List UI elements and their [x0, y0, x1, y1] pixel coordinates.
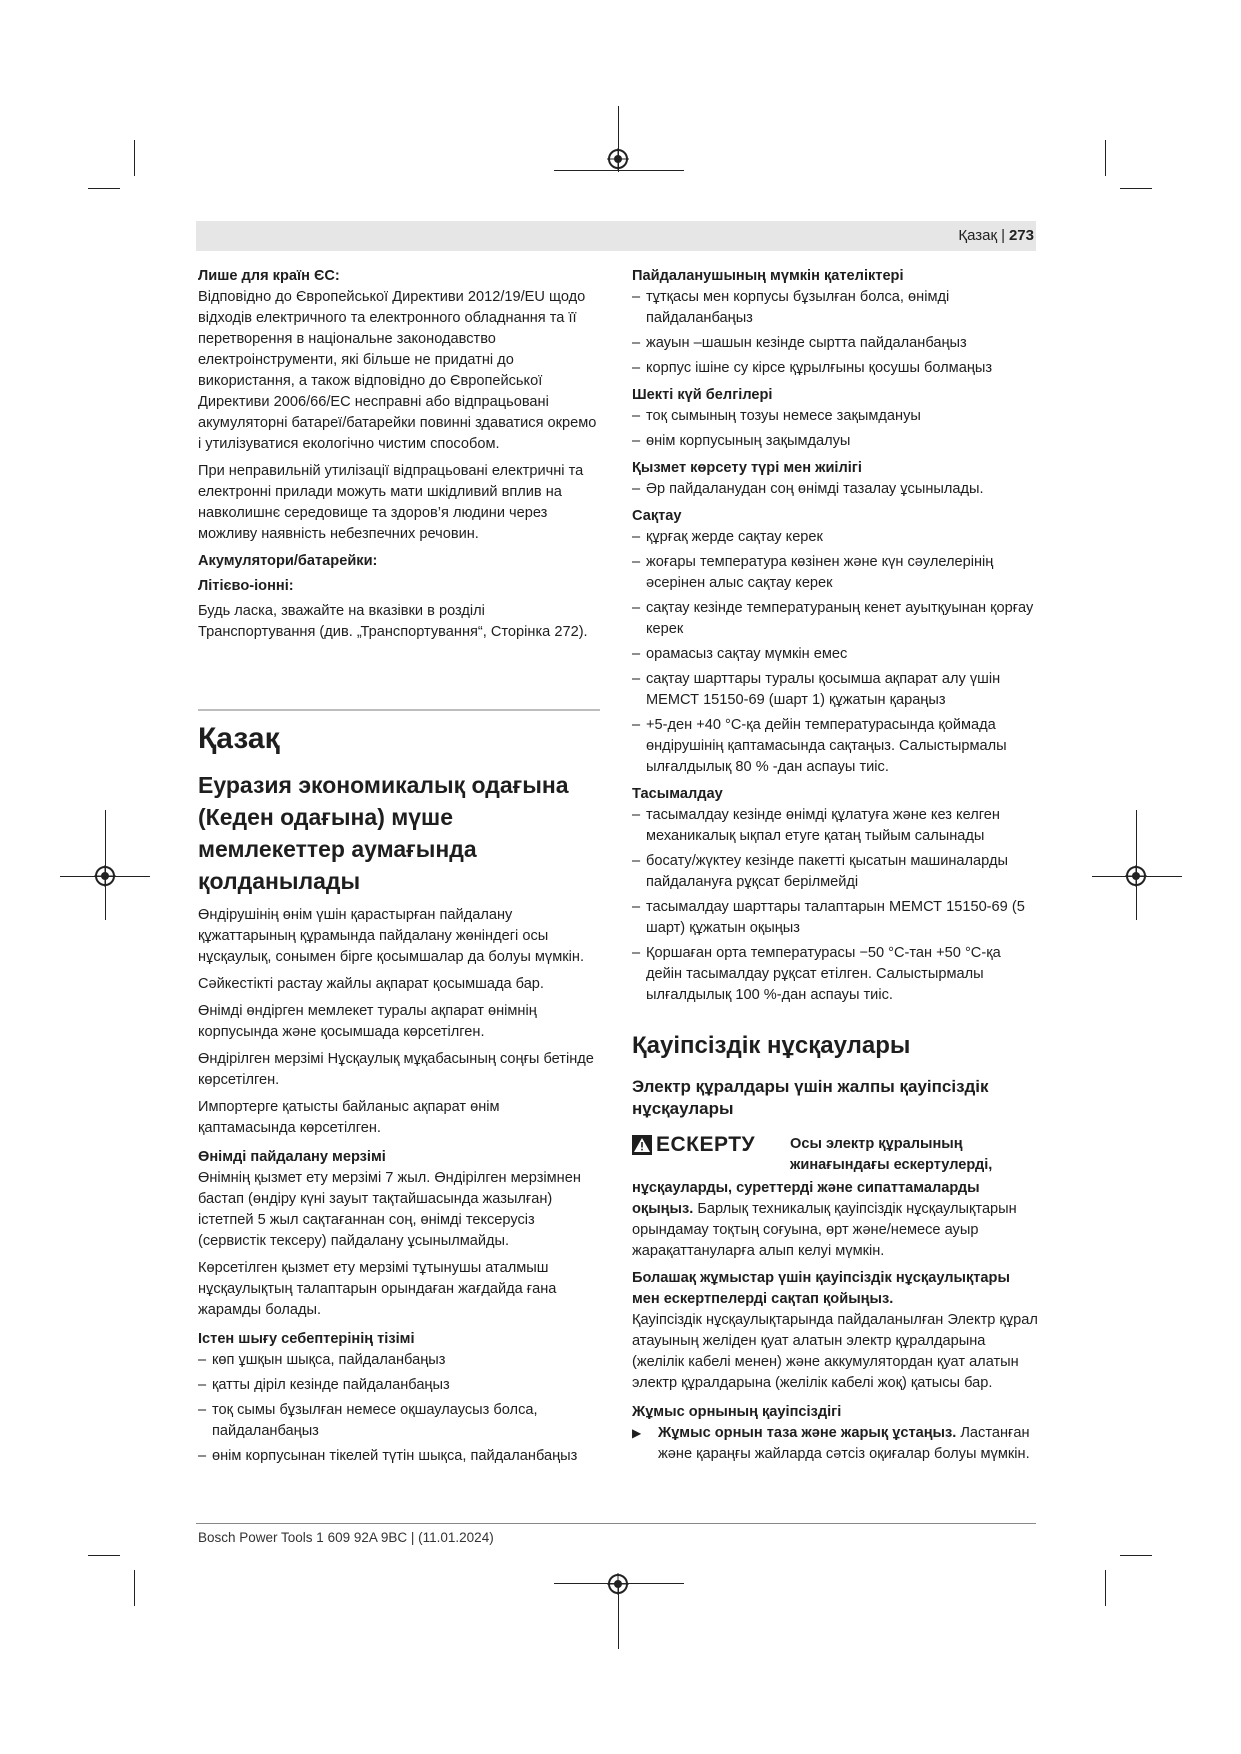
li-ion-heading: Літієво-іонні:: [198, 578, 294, 594]
maintenance-list: [632, 479, 1038, 500]
failure-list: [198, 1350, 600, 1467]
storage-heading: Сақтау: [632, 508, 682, 524]
registration-mark-icon: [1125, 865, 1147, 887]
right-column: [632, 266, 1038, 1471]
warning-word: ЕСКЕРТУ: [656, 1133, 756, 1156]
li-ion-text: Будь ласка, зважайте на вказівки в розділі Транспортування (див. „Транспортування“, Сторінка 272).: [198, 603, 588, 640]
storage-list: [632, 527, 1038, 778]
list-item: – сақтау кезінде температураның кенет ауытқуынан қорғау керек: [632, 600, 1034, 637]
header-separator: |: [1001, 227, 1005, 244]
limit-state-heading: Шекті күй белгілері: [632, 387, 773, 403]
list-item: – өнім корпусынан тікелей түтін шықса, пайдаланбаңыз: [198, 1448, 578, 1464]
list-item: – тоқ сымы бұзылған немесе оқшаулаусыз болса, пайдаланбаңыз: [198, 1402, 538, 1439]
eu-paragraph-1: Відповідно до Європейської Директиви 2012/19/EU щодо відходів електричного та електронного обладнання та її перетворення в національне законодавство електроінструменти, які більше не придатні до використання, а також відповідно до Європейської Директиви 2006/66/EC несправні або відпрацьовані акумуляторні батареї/батарейки повинні здаватися окремо і утилізуватися екологічно чистим способом.: [198, 289, 597, 452]
eu-paragraph-2: При неправильній утилізації відпрацьовані електричні та електронні прилади можуть мати шкідливий вплив на навколишнє середовище та здоров’я людини через можливу наявність небезпечних речовин.: [198, 463, 584, 542]
workplace-heading: Жұмыс орнының қауіпсіздігі: [632, 1404, 842, 1420]
intro-paragraph-3: Өнімді өндірген мемлекет туралы ақпарат өнімнің корпусында және қосымшада көрсетілген.: [198, 1003, 537, 1040]
intro-paragraph-2: Сәйкестікті растау жайлы ақпарат қосымшада бар.: [198, 976, 544, 992]
list-item: – Әр пайдаланудан соң өнімді тазалау ұсынылады.: [632, 481, 984, 497]
page-footer: Bosch Power Tools 1 609 92A 9BC | (11.01.2024): [198, 1530, 494, 1545]
battery-heading: Акумулятори/батарейки:: [198, 553, 378, 569]
warning-bold-a: Осы электр құралының жинағындағы ескертулерді,: [790, 1136, 993, 1173]
list-item: – +5-ден +40 °C-қа дейін температурасында қоймада өндірушінің қаптамасында сақтаңыз. Салыстырмалы ылғалдылық 80 % -дан аспауы тиіс.: [632, 717, 1007, 775]
service-life-heading: Өнімді пайдалану мерзімі: [198, 1149, 386, 1165]
list-item: – босату/жүктеу кезінде пакетті қысатын машиналарды пайдалануға рұқсат берілмейді: [632, 853, 1008, 890]
list-item: – құрғақ жерде сақтау керек: [632, 529, 823, 545]
workplace-text: Ластанған және қараңғы жайларда сәтсіз оқиғалар болуы мүмкін.: [658, 1425, 1030, 1462]
crop-mark: [134, 1570, 135, 1606]
registration-mark-icon: [607, 1573, 629, 1595]
service-life-paragraph-2: Көрсетілген қызмет ету мерзімі тұтынушы аталмыш нұсқаулықтың талаптарын орындаған жағдайда ғана жарамды болады.: [198, 1260, 557, 1318]
crop-mark: [1105, 1570, 1106, 1606]
keep-instructions-heading: Болашақ жұмыстар үшін қауіпсіздік нұсқаулықтары мен ескертпелерді сақтап қойыңыз.: [632, 1270, 1010, 1307]
crop-mark: [1120, 1555, 1152, 1556]
language-title: Қазақ: [198, 722, 280, 755]
page-header: [958, 227, 1034, 244]
list-item: – корпус ішіне су кірсе құрылғыны қосушы болмаңыз: [632, 360, 993, 376]
list-item: – өнім корпусының зақымдалуы: [632, 433, 851, 449]
intro-paragraph-1: Өндірушінің өнім үшін қарастырған пайдалану құжаттарының құрамында пайдалану жөніндегі осы нұсқаулық, сонымен бірге қосымшалар да болуы мүмкін.: [198, 907, 584, 965]
crop-mark: [134, 140, 135, 176]
list-item: – сақтау шарттары туралы қосымша ақпарат алу үшін МЕМСТ 15150-69 (шарт 1) құжатын қараңыз: [632, 671, 1001, 708]
service-life-paragraph-1: Өнімнің қызмет ету мерзімі 7 жыл. Өндірілген мерзімнен бастап (өндіру күні зауыт тақтайшасында жазылған) істетпей 5 жыл сақтағаннан соң, өнімді тексерусіз (сервистік тексеру) пайдалану ұсынылмайды.: [198, 1170, 581, 1249]
intro-paragraph-5: Импортерге қатысты байланыс ақпарат өнім қаптамасында көрсетілген.: [198, 1099, 500, 1136]
workplace-bold: Жұмыс орнын таза және жарық ұстаңыз.: [658, 1425, 957, 1441]
list-item: – тасымалдау кезінде өнімді құлатуға және кез келген механикалық ықпал етуге қатаң тыйым салынады: [632, 807, 1000, 844]
list-item: – тасымалдау шарттары талаптарын МЕМСТ 15150-69 (5 шарт) құжатын оқыңыз: [632, 899, 1025, 936]
list-item: – көп ұшқын шықса, пайдаланбаңыз: [198, 1352, 446, 1368]
keep-instructions-text: Қауіпсіздік нұсқаулықтарында пайдаланылған Электр құрал атауының желіден қуат алатын электр құралдарына (желілік кабелі менен) және аккумулятордан қуат алатын электр құралдарына (желілік кабелі жоқ) қатысы бар.: [632, 1312, 1038, 1391]
warning-text: Барлық техникалық қауіпсіздік нұсқаулықтарын орындамау тоқтың соғуына, өрт және/немесе ауыр жарақаттануларға алып келуі мүмкін.: [632, 1201, 1017, 1259]
crop-mark: [88, 1555, 120, 1556]
eu-heading: Лише для країн ЄС:: [198, 268, 340, 284]
header-section: Қазақ: [958, 227, 998, 244]
list-item: – тұтқасы мен корпусы бұзылған болса, өнімді пайдаланбаңыз: [632, 289, 950, 326]
triangle-right-icon: ▶: [632, 1426, 642, 1440]
registration-mark-icon: [607, 148, 629, 170]
warning-bold-b: нұсқауларды, суреттерді және сипаттамаларды оқыңыз.: [632, 1180, 980, 1217]
limit-state-list: [632, 406, 1038, 452]
user-errors-list: [632, 287, 1038, 379]
workplace-item: [632, 1423, 1038, 1465]
warning-block: [632, 1134, 1038, 1176]
maintenance-heading: Қызмет көрсету түрі мен жиілігі: [632, 460, 862, 476]
crop-mark: [88, 188, 120, 189]
user-errors-heading: Пайдаланушының мүмкін қателіктері: [632, 268, 904, 284]
crop-mark: [1120, 188, 1152, 189]
warning-triangle-icon: [632, 1135, 652, 1155]
transport-heading: Тасымалдау: [632, 786, 723, 802]
section-divider: [198, 709, 600, 711]
failure-heading: Істен шығу себептерінің тізімі: [198, 1331, 415, 1347]
safety-title: Қауіпсіздік нұсқаулары: [632, 1032, 911, 1059]
registration-mark-top: [554, 170, 684, 171]
list-item: – Қоршаған орта температурасы −50 °C-тан +50 °C-қа дейін тасымалдау рұқсат етілген. Салыстырмалы ылғалдылық 100 %-дан аспауы тиіс.: [632, 945, 1001, 1003]
general-safety-heading: Электр құралдары үшін жалпы қауіпсіздік нұсқаулары: [632, 1077, 989, 1118]
transport-list: [632, 805, 1038, 1006]
page-header-band: [196, 221, 1036, 251]
list-item: – жоғары температура көзінен және күн сәулелерінің әсерінен алыс сақтау керек: [632, 554, 994, 591]
warning-badge: [632, 1134, 790, 1155]
intro-paragraph-4: Өндірілген мерзімі Нұсқаулық мұқабасының соңғы бетінде көрсетілген.: [198, 1051, 594, 1088]
left-column: [198, 266, 600, 1471]
list-item: – қатты діріл кезінде пайдаланбаңыз: [198, 1377, 450, 1393]
list-item: – орамасыз сақтау мүмкін емес: [632, 646, 848, 662]
page-number: 273: [1008, 227, 1034, 244]
list-item: – жауын –шашын кезінде сыртта пайдаланбаңыз: [632, 335, 967, 351]
registration-mark-icon: [94, 865, 116, 887]
list-item: – тоқ сымының тозуы немесе зақымдануы: [632, 408, 921, 424]
eaeu-title: Еуразия экономикалық одағына (Кеден одағына) мүше мемлекеттер аумағында қолданылады: [198, 772, 569, 894]
footer-rule: [196, 1523, 1036, 1524]
warning-paragraph: [632, 1178, 1038, 1262]
crop-mark: [1105, 140, 1106, 176]
